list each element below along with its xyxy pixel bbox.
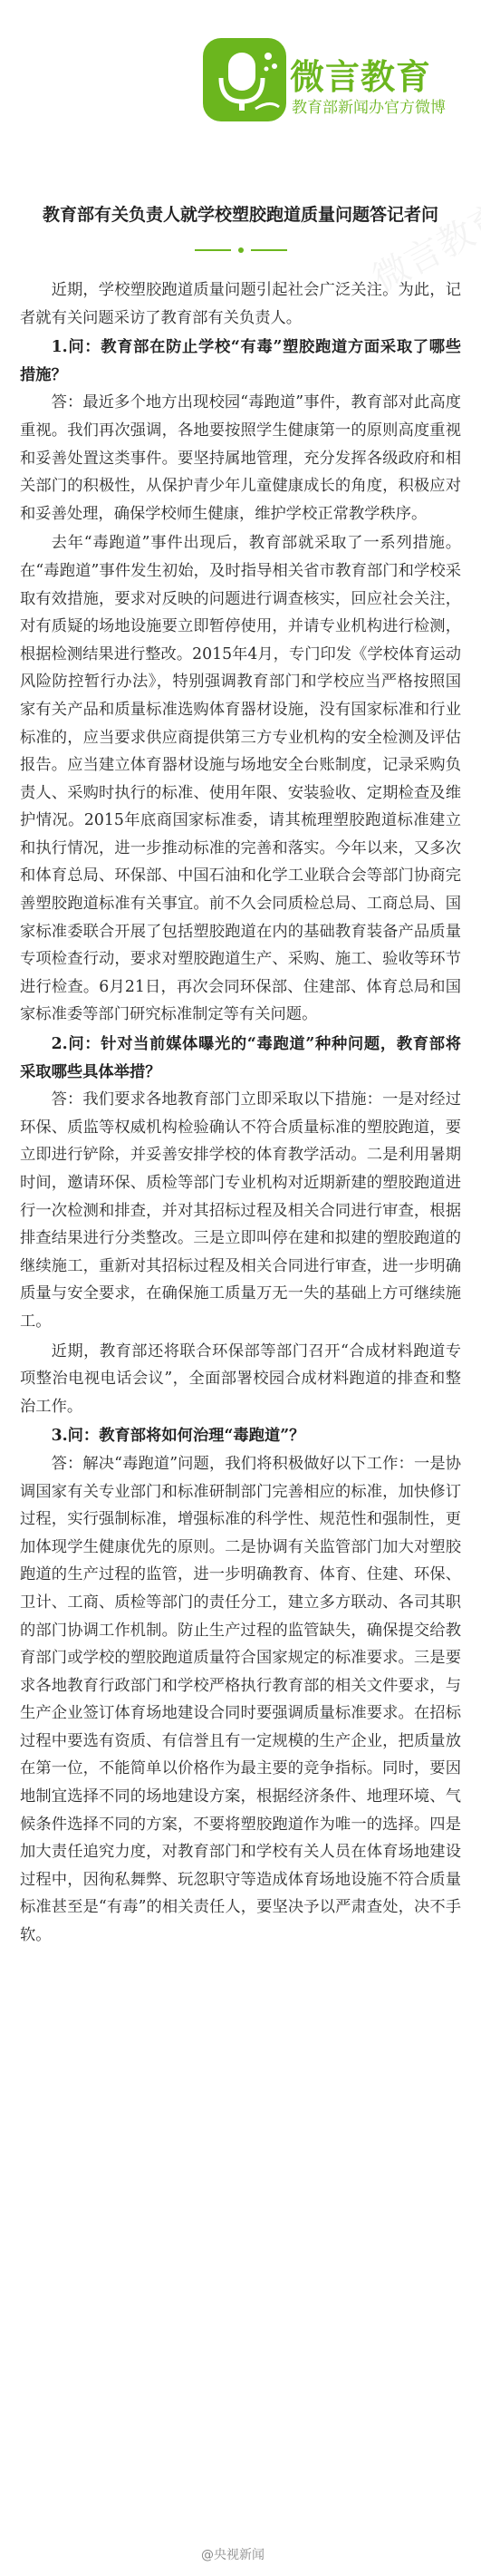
microphone-logo-icon — [201, 36, 288, 123]
intro-paragraph: 近期，学校塑胶跑道质量问题引起社会广泛关注。为此，记者就有关问题采访了教育部有关负责人。 — [20, 281, 461, 327]
footer — [0, 2516, 481, 2576]
answer-3-paragraph-1: 答：解决“毒跑道”问题，我们将积极做好以下工作：一是协调国家有关专业部门和标准研制部门完善相应的标准，加快修订过程，实行强制标准，增强标准的科学性、规范性和强制性，更加体现学生健康优先的原则。二是协调有关监管部门加大对塑胶跑道的生产过程的监管，进一步明确教育、体育、住建、环保、卫计、工商、质检等部门的责任分工，建立多方联动、各司其职的部门协调工作机制。防止生产过程的监管缺失，确保提交给教育部门或学校的塑胶跑道质量符合国家规定的标准要求。三是要求各地教育行政部门和学校严格执行教育部的相关文件要求，与生产企业签订体育场地建设合同时要强调质量标准要求。在招标过程中要选有资质、有信誉且有一定规模的生产企业，把质量放在第一位，不能简单以价格作为最主要的竞争指标。同时，要因地制宜选择不同的场地建设方案，根据经济条件、地理环境、气候条件选择不同的方案，不要将塑胶跑道作为唯一的选择。四是加大责任追究力度，对教育部门和学校有关人员在体育场地建设过程中，因徇私舞弊、玩忽职守等造成体育场地设施不符合质量标准甚至是“有毒”的相关责任人，要坚决予以严肃查处，决不手软。 — [20, 1454, 461, 1945]
brand-name: 微言教育 — [290, 57, 432, 97]
title-divider — [0, 244, 481, 257]
brand-subtitle: 教育部新闻办官方微博 — [292, 99, 446, 117]
answer-1-paragraph-1: 答：最近多个地方出现校园“毒跑道”事件，教育部对此高度重视。我们再次强调，各地要按照学生健康第一的原则高度重视和妥善处置这类事件。要坚持属地管理，充分发挥各级政府和相关部门的积极性，从保护青少年儿童健康成长的角度，积极应对和妥善处理，确保学校师生健康，维护学校正常教学秩序。 — [20, 393, 461, 523]
header — [0, 0, 481, 174]
answer-2-paragraph-2: 近期，教育部还将联合环保部等部门召开“合成材料跑道专项整治电视电话会议”，全面部署校园合成材料跑道的排查和整治工作。 — [20, 1341, 461, 1416]
question-2: 2.问：针对当前媒体曝光的“毒跑道”种种问题，教育部将采取哪些具体举措？ — [20, 1035, 461, 1081]
source-credit: @央视新闻 — [201, 2548, 265, 2562]
question-3: 3.问：教育部将如何治理“毒跑道”？ — [51, 1427, 305, 1446]
answer-2-paragraph-1: 答：我们要求各地教育部门立即采取以下措施：一是对经过环保、质监等权威机构检验确认不符合质量标准的塑胶跑道，要立即进行铲除，并妥善安排学校的体育教学活动。二是利用暑期时间，邀请环保、质检等部门专业机构对近期新建的塑胶跑道进行一次检测和排查，并对其招标过程及相关合同进行审查，根据排查结果进行分类整改。三是立即叫停在建和拟建的塑胶跑道的继续施工，重新对其招标过程及相关合同进行审查，进一步明确质量与安全要求，在确保施工质量万无一失的基础上方可继续施工。 — [20, 1090, 461, 1331]
question-1: 1.问：教育部在防止学校“有毒”塑胶跑道方面采取了哪些措施？ — [20, 338, 461, 384]
article-title: 教育部有关负责人就学校塑胶跑道质量问题答记者问 — [42, 205, 438, 225]
article-body — [0, 276, 481, 1950]
answer-1-paragraph-2: 去年“毒跑道”事件出现后，教育部就采取了一系列措施。在“毒跑道”事件发生初始，及时指导相关省市教育部门和学校采取有效措施，要求对反映的问题进行调查核实，回应社会关注，对有质疑的场地设施要立即暂停使用，并请专业机构进行检测，根据检测结果进行整改。2015年4月，专门印发《学校体育运动风险防控暂行办法》，特别强调教育部门和学校应当严格按照国家有关产品和质量标准选购体育器材设施，没有国家标准和行业标准的，应当要求供应商提供第三方专业机构的安全检测及评估报告。应当建立体育器材设施与场地安全台账制度，记录采购负责人、采购时执行的标准、使用年限、安装验收、定期检查及维护情况。2015年底商国家标准委，请其梳理塑胶跑道标准建立和执行情况，进一步推动标准的完善和落实。今年以来，又多次和体育总局、环保部、中国石油和化学工业联合会等部门协商完善塑胶跑道标准有关事宜。前不久会同质检总局、工商总局、国家标准委联合开展了包括塑胶跑道在内的基础教育装备产品质量专项检查行动，要求对塑胶跑道生产、采购、施工、验收等环节进行检查。6月21日，再次会同环保部、住建部、体育总局和国家标准委等部门研究标准制定等有关问题。 — [20, 534, 462, 1024]
brand-logo — [201, 36, 464, 123]
